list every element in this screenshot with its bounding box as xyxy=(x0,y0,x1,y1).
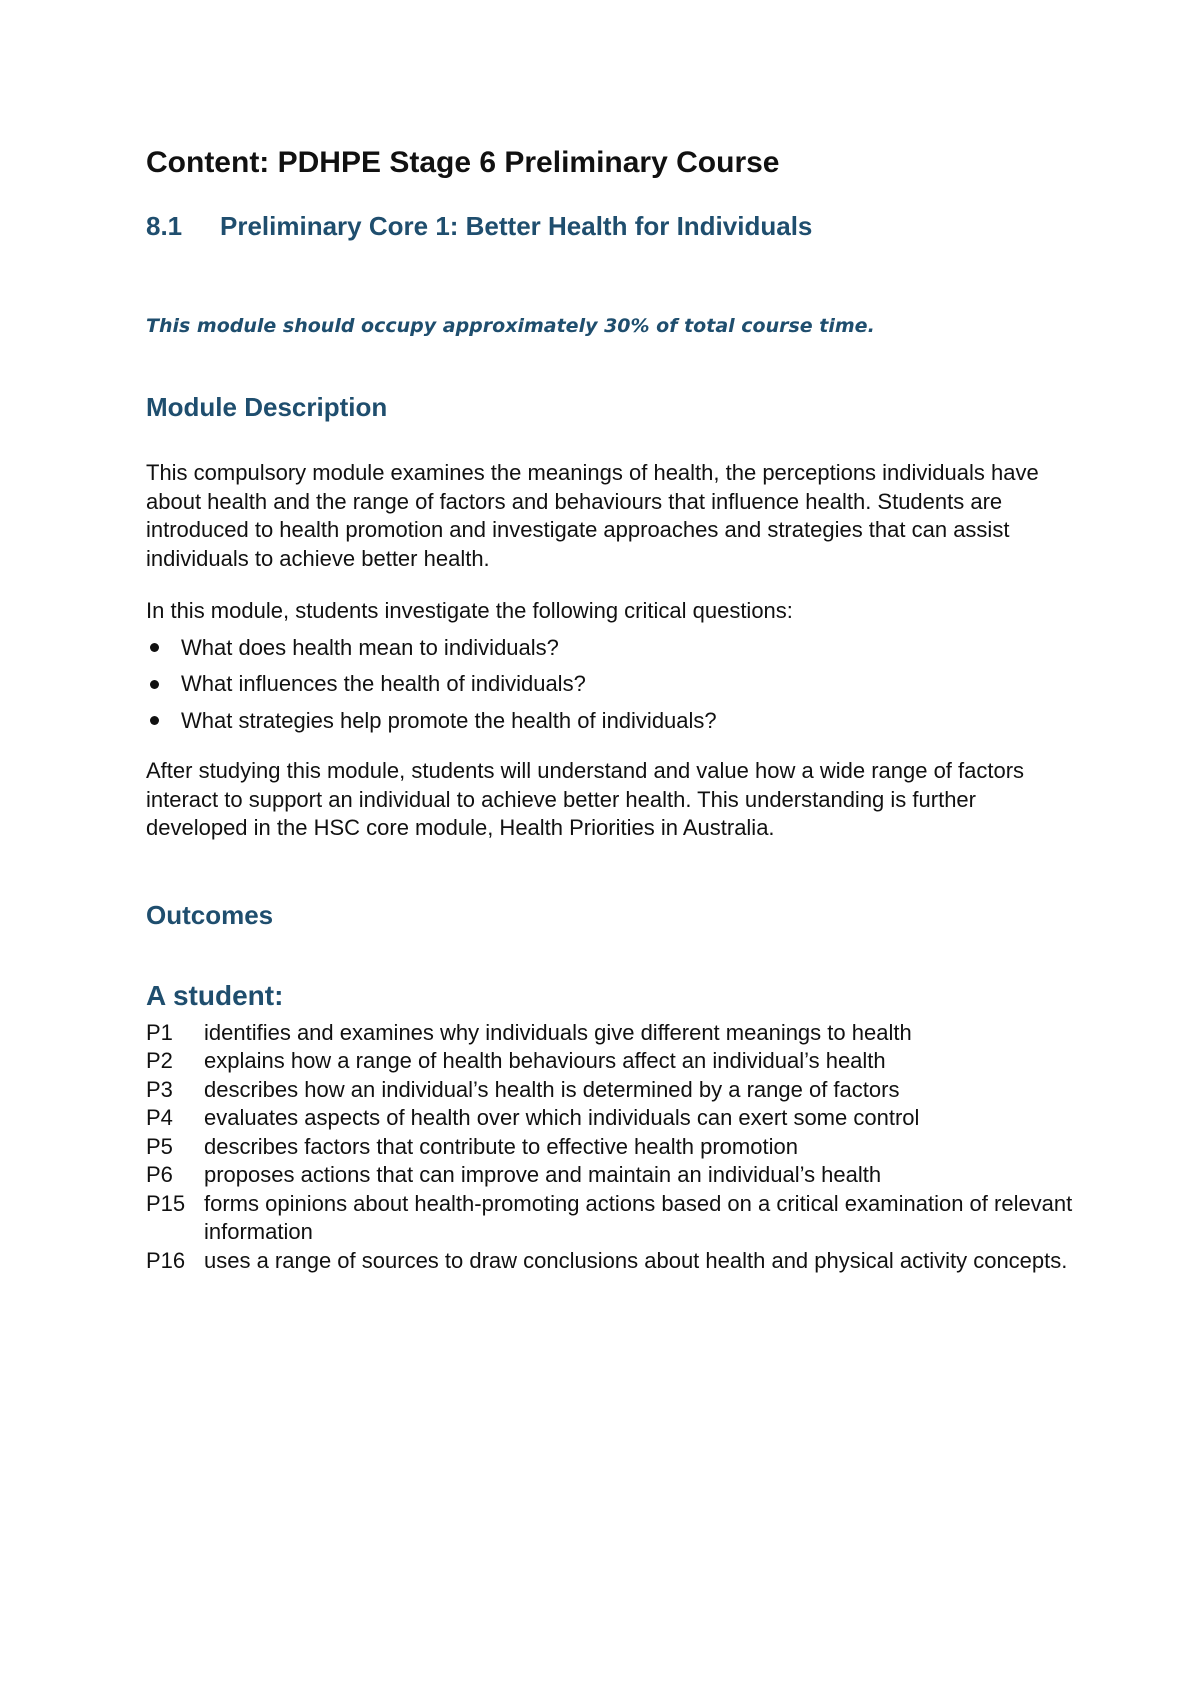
outcome-item xyxy=(146,1047,1080,1076)
outcome-code: P5 xyxy=(146,1133,173,1159)
outcome-item xyxy=(146,1161,1080,1190)
module-summary-paragraph: After studying this module, students will understand and value how a wide range of factors interact to support an individual to achieve better health. This understanding is further developed in the HSC core module, Health Priorities in Australia. xyxy=(146,758,1025,840)
outcome-item xyxy=(146,1104,1080,1133)
list-item xyxy=(146,670,1080,699)
section-heading xyxy=(146,209,1080,243)
outcomes-heading: Outcomes xyxy=(146,899,274,930)
outcome-code: P16 xyxy=(146,1247,186,1273)
outcome-code: P2 xyxy=(146,1048,173,1073)
time-allocation-note: This module should occupy approximately 30% of total course time. xyxy=(146,315,875,337)
outcome-text: proposes actions that can improve and maintain an individual’s health xyxy=(204,1162,882,1187)
student-heading: A student: xyxy=(146,979,284,1011)
document-title: Content: PDHPE Stage 6 Preliminary Course xyxy=(146,146,780,179)
outcome-code: P1 xyxy=(146,1019,173,1045)
outcome-item xyxy=(146,1133,1080,1162)
outcome-item xyxy=(146,1076,1080,1105)
outcomes-list xyxy=(146,1019,1080,1276)
outcome-text: describes how an individual’s health is determined by a range of factors xyxy=(204,1076,900,1102)
outcome-text: evaluates aspects of health over which individuals can exert some control xyxy=(204,1105,920,1130)
section-number: 8.1 xyxy=(146,211,183,241)
outcome-code: P15 xyxy=(146,1190,186,1216)
question-text: What does health mean to individuals? xyxy=(181,634,559,660)
critical-questions-list xyxy=(146,634,1080,736)
list-item xyxy=(146,707,1080,736)
module-description-heading: Module Description xyxy=(146,392,388,422)
outcome-code: P4 xyxy=(146,1105,173,1130)
section-title: Preliminary Core 1: Better Health for Individuals xyxy=(220,211,813,241)
question-text: What strategies help promote the health of individuals? xyxy=(181,707,717,733)
bullet-icon xyxy=(150,716,159,725)
bullet-icon xyxy=(150,680,159,689)
bullet-icon xyxy=(150,643,159,652)
outcome-item xyxy=(146,1247,1080,1276)
outcome-code: P3 xyxy=(146,1076,173,1102)
outcome-text: explains how a range of health behaviours affect an individual’s health xyxy=(204,1048,886,1073)
outcome-text: forms opinions about health-promoting actions based on a critical examination of relevant information xyxy=(204,1190,1073,1244)
outcome-code: P6 xyxy=(146,1162,173,1187)
outcome-item xyxy=(146,1190,1080,1247)
critical-questions-intro: In this module, students investigate the following critical questions: xyxy=(146,598,793,623)
outcome-item xyxy=(146,1019,1080,1048)
module-description-paragraph: This compulsory module examines the meanings of health, the perceptions individuals have about health and the range of factors and behaviours that influence health. Students are introduced to health promotion and investigate approaches and strategies that can assist individuals to achieve better health. xyxy=(146,460,1039,571)
list-item xyxy=(146,634,1080,663)
outcome-text: describes factors that contribute to effective health promotion xyxy=(204,1133,798,1159)
outcome-text: identifies and examines why individuals give different meanings to health xyxy=(204,1019,912,1045)
question-text: What influences the health of individuals? xyxy=(181,671,586,696)
outcome-text: uses a range of sources to draw conclusions about health and physical activity concepts. xyxy=(204,1247,1068,1273)
